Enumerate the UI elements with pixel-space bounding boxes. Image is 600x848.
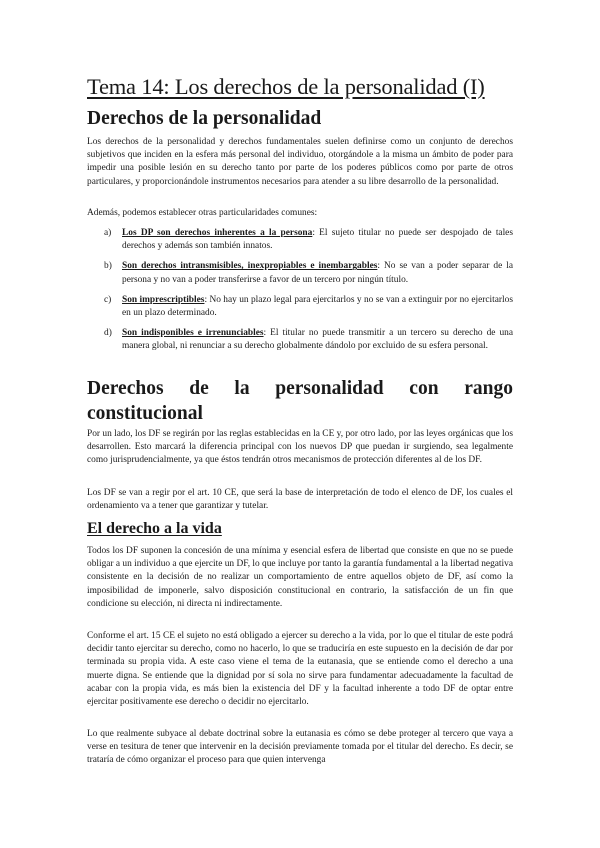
section-heading-constitutional-rights-line1: Derechos de la personalidad con rango [87, 378, 513, 399]
list-item-term: Son imprescriptibles [122, 294, 205, 305]
section3-paragraph-2: Conforme el art. 15 CE el sujeto no está obligado a ejercer su derecho a la vida, por lo que el titular de este podrá decidir tanto ejercitar su derecho, como no hacerlo, lo que se traduciría en este supuesto en la decisión de dar por terminada su propia vida. A este caso viene el tema de la eutanasia, que se entiende como el derecho a una muerte digna. Se entiende que la dignidad por sí sola no sirve para fundamentar adecuadamente la facultad de acabar con la propia vida, es más bien la existencia del DF y la facultad inherente a todo DF de optar entre ejercitar positivamente ese derecho o decidir no ejercitarlo. [87, 631, 513, 708]
list-item-text: : El sujeto titular no puede ser despojado de tales derechos y además son también innatos. [122, 228, 513, 252]
list-marker: c) [104, 294, 112, 305]
document-title: Tema 14: Los derechos de la personalidad (I) [87, 74, 485, 99]
list-item [87, 327, 513, 353]
section-heading-personality-rights: Derechos de la personalidad [87, 108, 322, 129]
list-item [87, 227, 513, 253]
characteristics-list [87, 227, 513, 354]
section2-paragraph-2: Los DF se van a regir por el art. 10 CE, que será la base de interpretación de todo el elenco de DF, los cuales el ordenamiento va a tener que garantizar y tutelar. [87, 488, 513, 512]
list-marker: d) [104, 328, 112, 339]
list-item-term: Son derechos intransmisibles, inexpropiables e inembargables [122, 261, 378, 272]
list-item-term: Los DP son derechos inherentes a la persona [122, 228, 313, 238]
list-marker: b) [104, 261, 112, 272]
section3-paragraph-1: Todos los DF suponen la concesión de una mínima y esencial esfera de libertad que consiste en que no se puede obligar a un individuo a que ejercite un DF, lo que incluye por tanto la garantía fundamental a la libertad negativa consistente en la decisión de no realizar un comportamiento de entre aquellos objeto de DF, así como la imposibilidad de imponerle, salvo disposición constitucional en contrario, la satisfacción de un fin que condicione su elección, ni directa ni indirectamente. [87, 546, 513, 609]
list-item [87, 260, 513, 286]
section2-paragraph-1: Por un lado, los DF se regirán por las reglas establecidas en la CE y, por otro lado, por las leyes orgánicas que los desarrollen. Esto marcará la diferencia principal con los nuevos DP que puedan ir surgiendo, sea legalmente como jurisprudencialmente, ya que éstos tendrán otros mecanismos de protección diferentes al de los DF. [87, 429, 513, 466]
subsection-heading-right-to-life: El derecho a la vida [87, 520, 222, 537]
section1-intro-paragraph: Los derechos de la personalidad y derechos fundamentales suelen definirse como un conjunto de derechos subjetivos que inciden en la esfera más personal del individuo, otorgándole a la misma un ámbito de poder para impedir una posible lesión en su derecho tanto por parte de los poderes públicos como por parte de otros particulares, y proporcionándole instrumentos necesarios para atender a su libre desarrollo de la personalidad. [87, 137, 513, 187]
list-item-term: Son indisponibles e irrenunciables [122, 328, 264, 339]
section1-lead-paragraph: Además, podemos establecer otras particularidades comunes: [87, 208, 318, 218]
list-item-text: : El titular no puede transmitir a un tercero su derecho de una manera global, ni renunciar a su derecho globalmente dándolo por excluido de su esfera personal. [122, 328, 513, 352]
section3-paragraph-3: Lo que realmente subyace al debate doctrinal sobre la eutanasia es cómo se debe proteger al tercero que vaya a verse en tesitura de tener que intervenir en la decisión previamente tomada por el titular del derecho. Es decir, se trataría de cómo organizar el proceso para que quien intervenga [87, 729, 513, 766]
list-item-text: : No se van a poder separar de la persona y no van a poder transferirse a favor de un tercero por ningún título. [122, 261, 513, 285]
section-heading-constitutional-rights-line2: constitucional [87, 403, 203, 424]
list-item-text: : No hay un plazo legal para ejercitarlos y no se van a extinguir por no ejercitarlos en un plazo determinado. [122, 294, 513, 319]
list-marker: a) [104, 228, 112, 238]
list-item [87, 294, 513, 320]
